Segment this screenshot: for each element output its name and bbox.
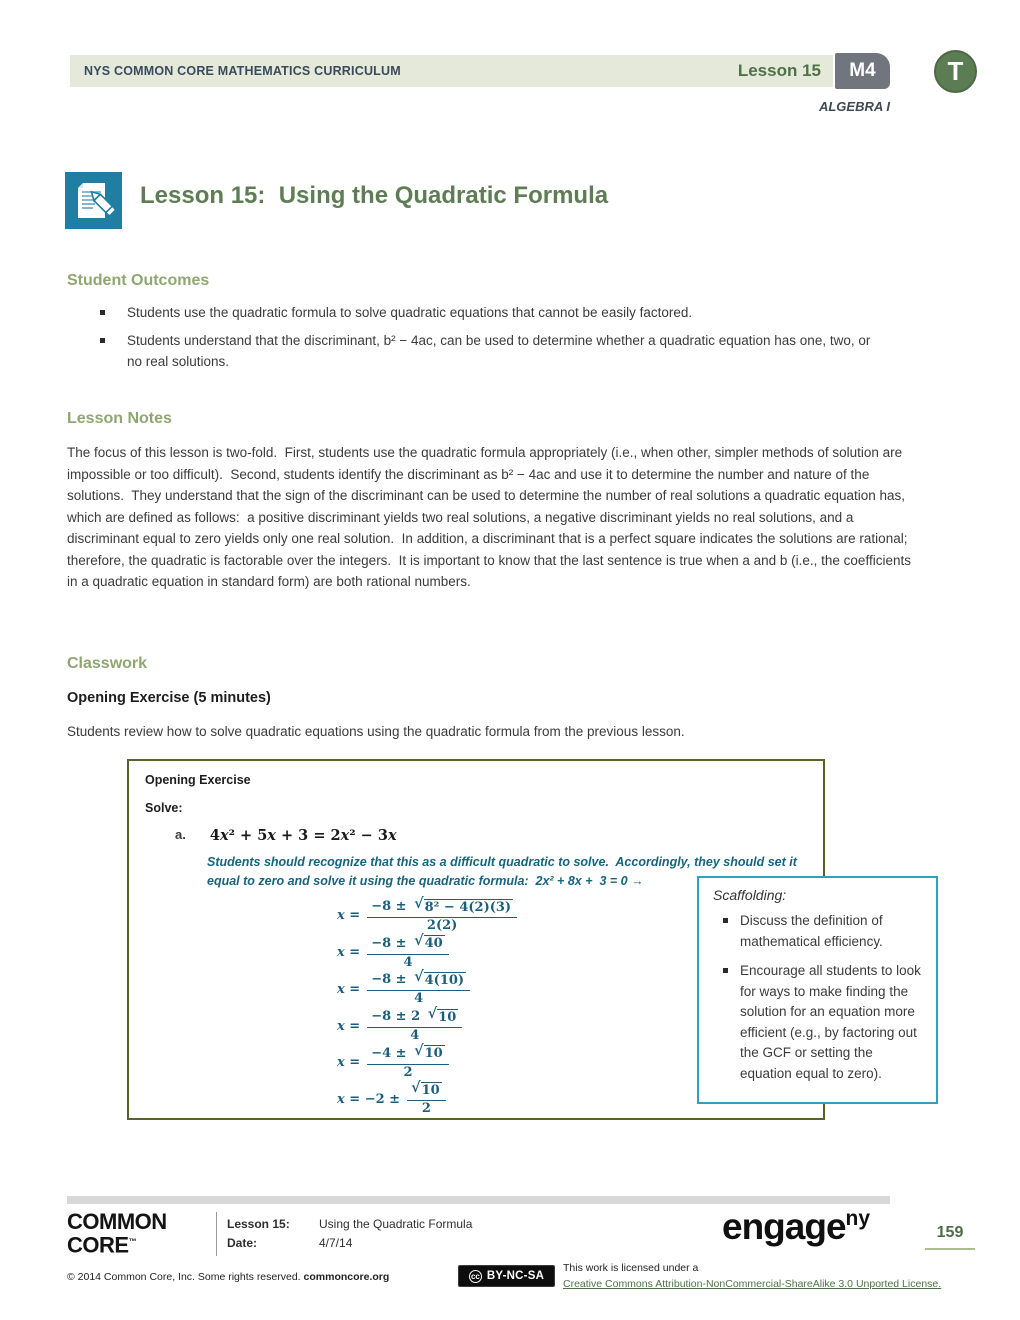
creative-commons-badge [458,1265,555,1287]
math-step-lhs: x = [337,1055,361,1071]
scaffolding-item [713,961,926,1084]
footer-lesson-meta [227,1215,472,1253]
square-root [414,1041,445,1062]
math-step-lhs: x = [337,945,361,961]
outcome-item [100,330,890,372]
opening-exercise-title: Opening Exercise [145,773,251,787]
numerator-prefix: −8 ± [371,898,412,914]
item-label: a. [175,827,186,842]
common-core-logo-line2: CORE™ [67,1232,137,1258]
copyright-site: commoncore.org [303,1271,390,1283]
fraction [367,968,470,1007]
numerator-prefix: −8 ± [371,935,412,951]
footer-divider-bar [67,1196,890,1204]
radicand: 10 [421,1083,440,1099]
fraction [367,1041,449,1081]
teacher-answer-note: Students should recognize that this as a difficult quadratic to solve. Accordingly, they should set it equal to zero and solve it using the quadratic formula: 2x² + 8x + 3 = 0 → [207,855,801,888]
license-intro: This work is licensed under a [563,1262,699,1274]
math-step-lhs: x = [337,908,361,924]
student-outcomes-list [100,302,890,379]
radicand: 10 [424,1046,443,1062]
teacher-badge: T [934,50,977,93]
scaffolding-list [713,911,926,1084]
footer-date-label: Date: [227,1236,258,1250]
module-badge: M4 [835,53,890,89]
square-bullet-icon [723,968,728,973]
lesson-notes-heading: Lesson Notes [67,410,172,427]
scaffolding-heading: Scaffolding: [713,887,787,903]
denominator: 2 [421,1101,431,1117]
square-bullet-icon [100,338,105,343]
numerator-prefix: −8 ± [371,972,412,988]
outcome-item [100,302,890,323]
classwork-heading: Classwork [67,655,148,672]
radicand: 10 [438,1009,457,1025]
header-bar [70,55,833,87]
course-label: ALGEBRA I [818,99,890,114]
copyright-text: © 2014 Common Core, Inc. Some rights reserved. [67,1271,304,1283]
radical-icon: √ [414,931,424,949]
square-bullet-icon [723,918,728,923]
common-core-logo [67,1209,167,1258]
footer-vertical-divider [216,1212,217,1256]
scaffolding-item-text: Discuss the definition of mathematical efficiency. [740,913,887,949]
numerator [367,895,517,918]
footer-lesson-value: Using the Quadratic Formula [319,1217,473,1231]
exercise-equation: 4x² + 5x + 3 = 2x² − 3x [209,827,397,844]
radicand: 4(10) [424,972,465,988]
classwork-intro: Students review how to solve quadratic equations using the quadratic formula from the previous lesson. [67,724,685,739]
outcome-item-text: Students use the quadratic formula to solve quadratic equations that cannot be easily factored. [127,305,693,320]
engage-ny-logo: engage$^{ny}$ [722,1206,871,1247]
copyright-line [67,1271,389,1283]
square-bullet-icon [100,310,105,315]
cc-icon: cc [469,1270,482,1283]
fraction [367,895,517,934]
fraction [367,931,449,971]
footer-lesson-label: Lesson 15: [227,1217,290,1231]
square-root [411,1078,442,1099]
lesson-notes-body: The focus of this lesson is two-fold. First, students use the quadratic formula appropriately (i.e., when other, simpler methods of solution are impossible or too difficult). Second, students identify the discriminant as b² − 4ac and use it to determine the number and nature of the solutions. They understand that the sign of the discriminant can be used to determine the number of real solutions a quadratic equation has, which are defined as follows: a positive discriminant yields two real solutions, a negative discriminant yields no real solutions, and a discriminant equal to zero yields only one real solution. In addition, a discriminant that is a perfect square indicates the solutions are rational; therefore, the quadratic is factorable over the integers. It is important to know that the last sentence is true when a and b (i.e., the coefficients in a quadratic equation in standard form) are both rational numbers. [67,445,915,589]
common-core-logo-line1: COMMON [67,1209,167,1234]
radical-icon: √ [414,1041,424,1059]
scaffolding-item [713,911,926,952]
radical-icon: √ [427,1005,438,1023]
square-root [414,968,466,988]
radicand: 40 [424,936,443,952]
numerator [367,968,470,991]
numerator [407,1078,446,1102]
radical-icon: √ [411,1078,421,1096]
license-link[interactable]: Creative Commons Attribution-NonCommercial-ShareAlike 3.0 Unported License. [563,1278,942,1290]
opening-exercise-subheading: Opening Exercise (5 minutes) [67,690,271,706]
scaffolding-box [697,876,938,1104]
math-step-lhs: x = [337,1018,361,1034]
curriculum-label: NYS COMMON CORE MATHEMATICS CURRICULUM [84,64,401,78]
outcome-item-text: Students understand that the discriminant, b² − 4ac, can be used to determine whether a quadratic equation has one, two, or no real solutions. [127,333,875,369]
fraction [407,1078,446,1118]
license-block [563,1260,941,1292]
cc-badge-label: BY-NC-SA [486,1270,545,1282]
denominator: 4 [403,954,413,970]
page-number: 159 [925,1224,975,1250]
radicand: 8² − 4(2)(3) [424,899,512,915]
square-root [414,895,513,915]
numerator [367,931,449,955]
page-title: Lesson 15: Using the Quadratic Formula [140,182,609,209]
radical-icon: √ [414,968,424,986]
numerator-prefix: −4 ± [371,1045,412,1061]
math-step-lhs: x = [337,981,361,997]
solve-label: Solve: [145,801,183,815]
fraction [367,1005,462,1044]
scaffolding-item-text: Encourage all students to look for ways to make finding the solution for an equation more efficient (e.g., by factoring out the GCF or setting the equation equal to zero). [740,963,925,1081]
denominator: 2 [403,1064,413,1080]
square-root [414,931,445,952]
student-outcomes-heading: Student Outcomes [67,272,210,289]
lesson-document-pencil-icon [65,172,122,229]
denominator: 4 [414,991,424,1007]
math-step-lhs: x = −2 ± [337,1092,401,1108]
denominator: 2(2) [426,917,458,933]
radical-icon: √ [414,895,424,912]
square-root [427,1005,459,1025]
trademark-symbol: ™ [128,1237,137,1246]
denominator: 4 [410,1028,420,1043]
numerator [367,1041,449,1065]
header-lesson-label: Lesson 15 [737,61,821,80]
numerator-prefix: −8 ± 2 [371,1009,425,1025]
footer-date-value: 4/7/14 [319,1236,353,1250]
numerator [367,1005,462,1028]
